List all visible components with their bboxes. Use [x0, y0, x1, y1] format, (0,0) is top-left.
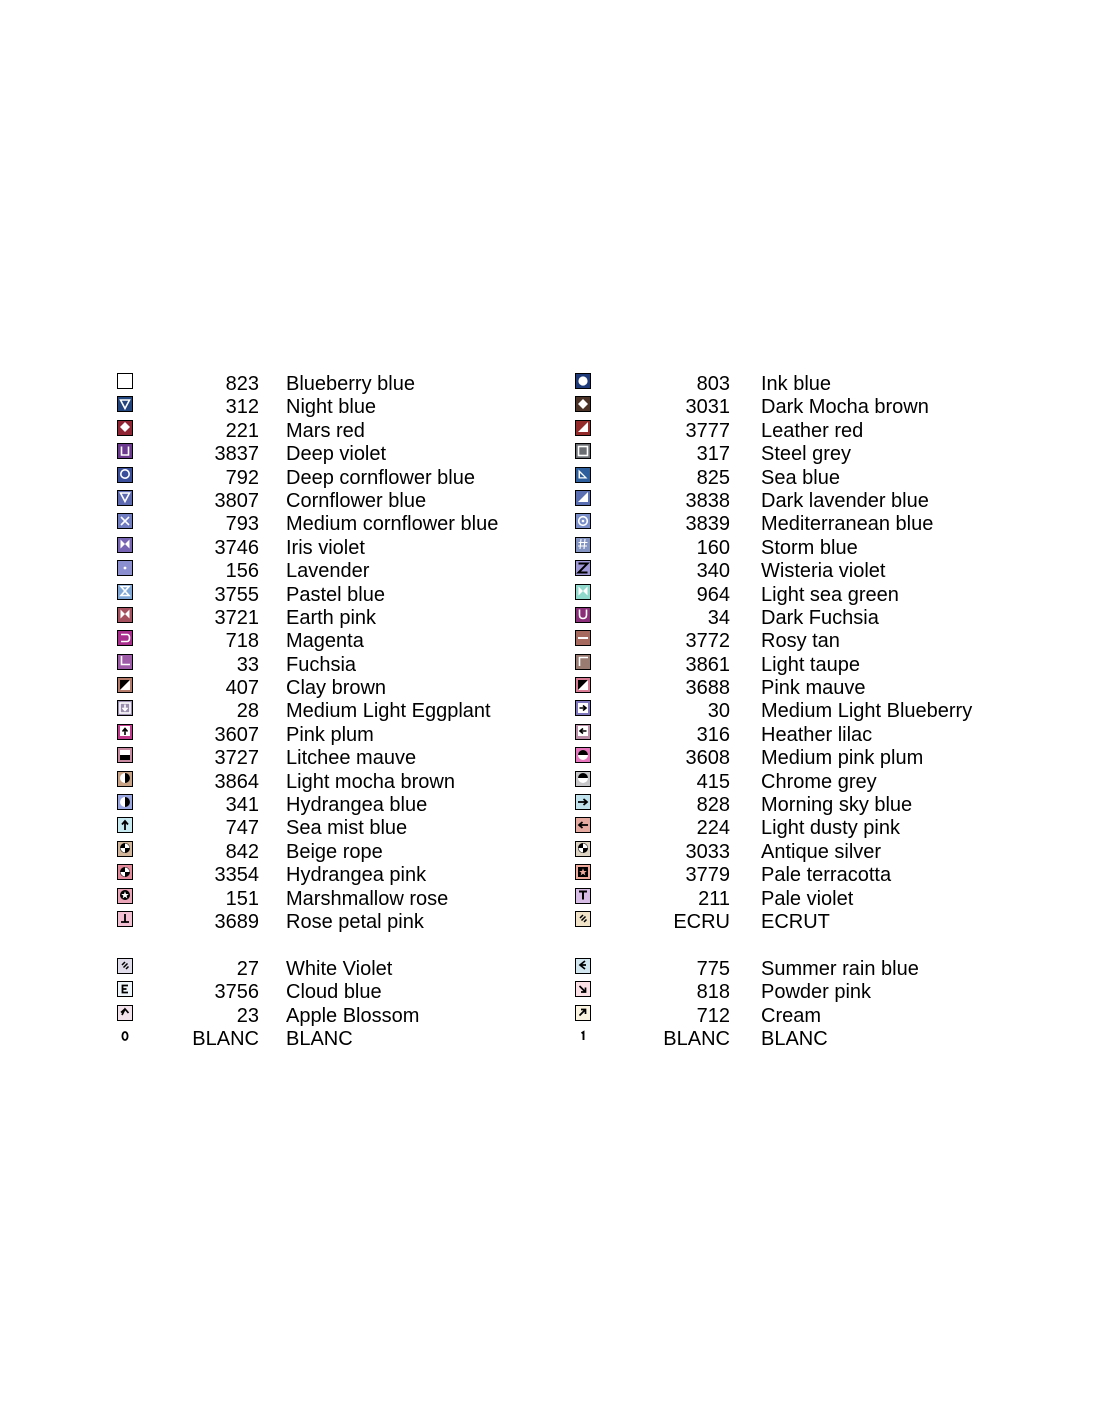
thread-code: 718	[225, 630, 259, 653]
legend-symbol-bowtie-icon	[117, 607, 133, 623]
legend-row	[574, 512, 994, 535]
thread-code: 3689	[214, 910, 259, 933]
thread-code: 3033	[685, 840, 730, 863]
thread-code: 156	[225, 560, 259, 583]
legend-row	[116, 863, 556, 886]
legend-row	[574, 793, 994, 816]
legend-row	[574, 489, 994, 512]
thread-code: 3837	[214, 443, 259, 466]
legend-row	[116, 793, 556, 816]
color-name: Dark Mocha brown	[761, 396, 929, 419]
legend-symbol-hash-icon	[575, 537, 591, 553]
legend-row	[574, 1027, 994, 1050]
thread-code: 341	[225, 794, 259, 817]
thread-code: 3839	[685, 513, 730, 536]
thread-code: 34	[707, 606, 730, 629]
color-name: BLANC	[761, 1027, 828, 1050]
legend-row	[116, 653, 556, 676]
color-name: Powder pink	[761, 981, 872, 1004]
thread-code: 340	[696, 560, 730, 583]
legend-row	[574, 676, 994, 699]
color-name: Antique silver	[761, 840, 882, 863]
legend-symbol-pie-icon	[117, 864, 133, 880]
legend-symbol-arrow-right-icon	[575, 794, 591, 810]
thread-code: 224	[696, 817, 730, 840]
legend-symbol-slashes-icon	[117, 958, 133, 974]
thread-code: 3807	[214, 489, 259, 512]
legend-symbol-triangle-right-icon	[575, 467, 591, 483]
thread-code: 3864	[214, 770, 259, 793]
legend-symbol-hourglass-icon	[117, 584, 133, 600]
color-name: Fuchsia	[286, 653, 357, 676]
legend-row	[574, 957, 994, 980]
legend-row	[116, 957, 556, 980]
legend-symbol-pie-icon	[575, 841, 591, 857]
color-name: Dark lavender blue	[761, 489, 929, 512]
legend-symbol-t-down-icon	[117, 911, 133, 927]
color-name: Light sea green	[761, 583, 899, 606]
legend-symbol-star-box-icon	[575, 864, 591, 880]
color-name: Pale terracotta	[761, 864, 892, 887]
legend-row	[574, 770, 994, 793]
thread-code: 3779	[685, 864, 730, 887]
color-name: Cream	[761, 1004, 822, 1027]
legend-group	[116, 372, 556, 933]
legend-row	[116, 395, 556, 418]
legend-row	[116, 676, 556, 699]
thread-code: 415	[696, 770, 730, 793]
color-name: Cornflower blue	[286, 489, 427, 512]
thread-code: 825	[696, 466, 730, 489]
color-name: Marshmallow rose	[286, 887, 449, 910]
legend-symbol-circle-icon	[117, 467, 133, 483]
legend-row	[116, 536, 556, 559]
legend-symbol-triangle-diag-icon	[575, 490, 591, 506]
color-name: Cloud blue	[286, 981, 382, 1004]
thread-code: 712	[696, 1004, 730, 1027]
color-name: Medium Light Blueberry	[761, 700, 973, 723]
legend-symbol-arrow-up-box-icon	[117, 724, 133, 740]
legend-symbol-half-circle-icon	[117, 794, 133, 810]
legend-symbol-triangle-diag-icon	[575, 420, 591, 436]
color-name: Medium pink plum	[761, 747, 924, 770]
color-name: Sea mist blue	[286, 817, 408, 840]
color-name: Light mocha brown	[286, 770, 455, 793]
color-name: Clay brown	[286, 677, 387, 700]
legend-row	[116, 583, 556, 606]
legend-symbol-corner-tl-icon	[575, 654, 591, 670]
legend-symbol-circle-filled-icon	[575, 373, 591, 389]
legend-row	[116, 746, 556, 769]
legend-symbol-half-top-icon	[575, 747, 591, 763]
thread-code: 30	[707, 700, 730, 723]
color-name: Medium cornflower blue	[286, 513, 499, 536]
thread-code: ECRU	[673, 910, 730, 933]
legend-row	[116, 887, 556, 910]
color-name: Deep violet	[286, 443, 387, 466]
legend-row	[574, 746, 994, 769]
legend-row	[116, 466, 556, 489]
legend-row	[574, 910, 994, 933]
legend-row	[574, 583, 994, 606]
color-name: Chrome grey	[761, 770, 877, 793]
thread-code: 316	[696, 723, 730, 746]
legend-row	[116, 442, 556, 465]
legend-symbol-arrow-down-box-icon	[117, 700, 133, 716]
color-name: Light taupe	[761, 653, 860, 676]
legend-symbol-half-diag-icon	[117, 677, 133, 693]
color-name: Wisteria violet	[761, 560, 886, 583]
thread-code: 793	[225, 513, 259, 536]
thread-code: 964	[696, 583, 730, 606]
color-name: Pink plum	[286, 723, 374, 746]
thread-code: 842	[225, 840, 259, 863]
legend-symbol-minus-icon	[575, 630, 591, 646]
thread-code: 3354	[214, 864, 259, 887]
color-name: Hydrangea blue	[286, 794, 428, 817]
color-name: Sea blue	[761, 466, 840, 489]
legend-symbol-cup-icon	[117, 443, 133, 459]
color-name: Rosy tan	[761, 630, 840, 653]
thread-code: BLANC	[663, 1027, 730, 1050]
legend-row	[116, 1027, 556, 1050]
legend-group	[116, 957, 556, 1051]
legend-row	[116, 980, 556, 1003]
thread-code: 3607	[214, 723, 259, 746]
legend-row	[116, 770, 556, 793]
legend-row	[574, 372, 994, 395]
legend-symbol-letter-t-icon	[575, 888, 591, 904]
legend-symbol-slashes-icon	[575, 911, 591, 927]
thread-code: 3756	[214, 981, 259, 1004]
thread-code: 792	[225, 466, 259, 489]
legend-symbol-bowtie-icon	[575, 584, 591, 600]
thread-code: 211	[698, 887, 730, 910]
thread-code: 407	[225, 677, 259, 700]
color-name: Apple Blossom	[286, 1004, 420, 1027]
legend-row	[116, 723, 556, 746]
legend-symbol-half-diag-icon	[575, 677, 591, 693]
legend-symbol-angle-icon	[117, 1005, 133, 1021]
thread-code: 3777	[685, 419, 730, 442]
legend-symbol-diamond-icon	[117, 420, 133, 436]
legend-row	[116, 489, 556, 512]
thread-code: 3727	[214, 747, 259, 770]
legend-group	[574, 957, 994, 1051]
legend-symbol-letter-e-icon	[117, 981, 133, 997]
thread-code: 3755	[214, 583, 259, 606]
thread-code: 160	[696, 536, 730, 559]
color-name: Pale violet	[761, 887, 854, 910]
color-name: Earth pink	[286, 606, 377, 629]
color-name: Night blue	[286, 396, 377, 419]
thread-code: 3746	[214, 536, 259, 559]
legend-group	[574, 372, 994, 933]
color-name: Magenta	[286, 630, 364, 653]
legend-column-right	[574, 372, 994, 1050]
color-name: Iris violet	[286, 536, 365, 559]
legend-symbol-square-inner-icon	[575, 443, 591, 459]
thread-code: 151	[225, 887, 259, 910]
color-name: Steel grey	[761, 443, 852, 466]
legend-symbol-half-circle-icon	[117, 771, 133, 787]
legend-symbol-letter-z-icon	[575, 560, 591, 576]
color-name: Mediterranean blue	[761, 513, 934, 536]
color-name: Leather red	[761, 419, 864, 442]
color-name: Morning sky blue	[761, 794, 913, 817]
legend-symbol-half-top-icon	[575, 771, 591, 787]
color-name: ECRUT	[761, 910, 830, 933]
legend-row	[116, 419, 556, 442]
legend-symbol-square-icon	[117, 373, 133, 389]
color-name: Summer rain blue	[761, 957, 919, 980]
legend-symbol-u-icon	[575, 607, 591, 623]
thread-code: 221	[225, 419, 259, 442]
legend-row	[116, 816, 556, 839]
legend-row	[116, 1004, 556, 1027]
legend-symbol-half-bottom-icon	[117, 747, 133, 763]
legend-row	[574, 863, 994, 886]
thread-code: 33	[236, 653, 259, 676]
color-name: Rose petal pink	[286, 910, 424, 933]
color-name: Pastel blue	[286, 583, 385, 606]
legend-symbol-target-icon	[575, 513, 591, 529]
legend-symbol-diamond-icon	[575, 396, 591, 412]
legend-symbol-arrow-ur-icon	[575, 1005, 591, 1021]
legend-symbol-arrow-up-icon	[117, 817, 133, 833]
thread-code: 27	[236, 957, 259, 980]
legend-row	[116, 840, 556, 863]
color-name: Heather lilac	[761, 723, 873, 746]
legend-row	[574, 840, 994, 863]
legend-symbol-u-right-icon	[117, 630, 133, 646]
legend-symbol-star-circle-icon	[117, 888, 133, 904]
color-name: White Violet	[286, 957, 393, 980]
thread-code: 317	[696, 443, 730, 466]
legend-symbol-digit-1-icon	[575, 1028, 591, 1044]
legend-row	[574, 559, 994, 582]
legend-row	[116, 699, 556, 722]
color-name: Ink blue	[761, 373, 832, 395]
legend-row	[574, 419, 994, 442]
legend-row	[116, 606, 556, 629]
legend-row	[574, 442, 994, 465]
thread-code: 3772	[685, 630, 730, 653]
thread-code: 747	[225, 817, 259, 840]
thread-code: 3861	[685, 653, 730, 676]
legend-symbol-triangle-down-icon	[117, 490, 133, 506]
color-name: Litchee mauve	[286, 747, 417, 770]
thread-code: 3608	[685, 747, 730, 770]
legend-symbol-x-icon	[117, 513, 133, 529]
color-name: Mars red	[286, 419, 365, 442]
legend-row	[574, 816, 994, 839]
color-name: Deep cornflower blue	[286, 466, 475, 489]
legend-row	[116, 512, 556, 535]
color-name: BLANC	[286, 1027, 353, 1050]
legend-column-left	[116, 372, 556, 1050]
legend-symbol-arrow-right-box-icon	[575, 700, 591, 716]
legend-row	[574, 1004, 994, 1027]
color-name: Hydrangea pink	[286, 864, 427, 887]
thread-code: 818	[696, 981, 730, 1004]
legend-row	[574, 629, 994, 652]
legend-symbol-arrow-left-box-icon	[575, 724, 591, 740]
legend-symbol-digit-0-icon	[117, 1028, 133, 1044]
thread-code: BLANC	[192, 1027, 259, 1050]
thread-code: 23	[236, 1004, 259, 1027]
thread-code: 3688	[685, 677, 730, 700]
thread-code: 28	[236, 700, 259, 723]
color-name: Light dusty pink	[761, 817, 900, 840]
thread-code: 828	[696, 794, 730, 817]
legend-symbol-corner-bl-icon	[117, 654, 133, 670]
legend-row	[574, 980, 994, 1003]
color-name: Storm blue	[761, 536, 858, 559]
legend-symbol-triangle-down-icon	[117, 396, 133, 412]
color-name: Blueberry blue	[286, 373, 415, 395]
legend-symbol-bowtie-icon	[117, 537, 133, 553]
legend-row	[574, 723, 994, 746]
color-name: Lavender	[286, 560, 370, 583]
thread-code: 803	[696, 373, 730, 395]
color-name: Medium Light Eggplant	[286, 700, 491, 723]
legend-row	[574, 536, 994, 559]
legend-row	[116, 559, 556, 582]
thread-code: 3031	[685, 396, 730, 419]
legend-symbol-dot-icon	[117, 560, 133, 576]
color-name: Beige rope	[286, 840, 383, 863]
thread-code: 312	[225, 396, 259, 419]
legend-symbol-arrow-left-icon	[575, 817, 591, 833]
thread-code: 3838	[685, 489, 730, 512]
legend-row	[574, 653, 994, 676]
legend-row	[574, 699, 994, 722]
legend-row	[116, 910, 556, 933]
color-name: Pink mauve	[761, 677, 866, 700]
legend-row	[574, 466, 994, 489]
thread-code: 3721	[214, 606, 259, 629]
legend-row	[574, 606, 994, 629]
thread-code: 775	[696, 957, 730, 980]
legend-symbol-arrow-dr-icon	[575, 981, 591, 997]
legend-row	[574, 395, 994, 418]
legend-symbol-angle-left-icon	[575, 958, 591, 974]
legend-row	[116, 629, 556, 652]
legend-row	[574, 887, 994, 910]
color-name: Dark Fuchsia	[761, 606, 879, 629]
legend-row	[116, 372, 556, 395]
legend-symbol-pie-icon	[117, 841, 133, 857]
thread-code: 823	[225, 373, 259, 395]
